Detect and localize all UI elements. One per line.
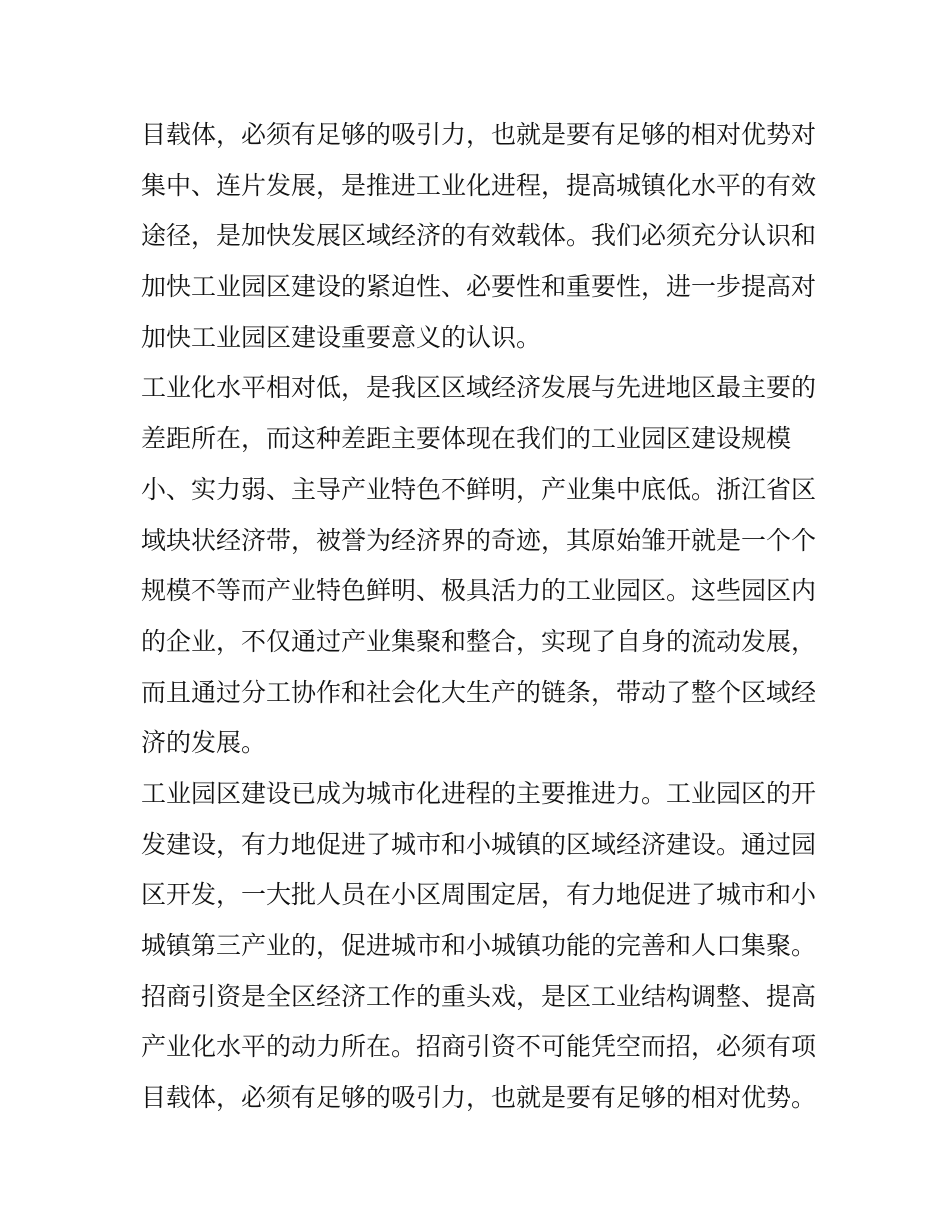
text-line: 济的发展。 <box>141 728 267 758</box>
text-line: 加快工业园区建设重要意义的认识。 <box>141 322 542 352</box>
text-line: 域块状经济带，被誉为经济界的奇迹，其原始雏开就是一个个 <box>141 525 817 555</box>
text-line: 规模不等而产业特色鲜明、极具活力的工业园区。这些园区内 <box>141 576 817 606</box>
text-line: 途径，是加快发展区域经济的有效载体。我们必须充分认识和 <box>141 221 817 251</box>
text-line: 城镇第三产业的，促进城市和小城镇功能的完善和人口集聚。 <box>141 931 817 960</box>
text-line: 招商引资是全区经济工作的重头戏，是区工业结构调整、提高 <box>141 981 817 1011</box>
text-line: 目载体，必须有足够的吸引力，也就是要有足够的相对优势对 <box>141 120 817 149</box>
text-line: 的企业，不仅通过产业集聚和整合，实现了自身的流动发展， <box>141 626 817 656</box>
text-line: 区开发，一大批人员在小区周围定居，有力地促进了城市和小 <box>141 880 817 910</box>
text-line: 目载体，必须有足够的吸引力，也就是要有足够的相对优势。 <box>141 1083 817 1113</box>
text-line: 工业园区建设已成为城市化进程的主要推进力。工业园区的开 <box>141 778 817 808</box>
text-line: 差距所在，而这种差距主要体现在我们的工业园区建设规模 <box>141 424 792 454</box>
text-line: 集中、连片发展，是推进工业化进程，提高城镇化水平的有效 <box>141 170 817 200</box>
text-line: 发建设，有力地促进了城市和小城镇的区域经济建设。通过园 <box>141 829 817 859</box>
text-line: 产业化水平的动力所在。招商引资不可能凭空而招，必须有项 <box>141 1032 817 1062</box>
text-line: 工业化水平相对低，是我区区域经济发展与先进地区最主要的 <box>141 373 817 403</box>
text-line: 加快工业园区建设的紧迫性、必要性和重要性，进一步提高对 <box>141 272 817 302</box>
text-line: 而且通过分工协作和社会化大生产的链条，带动了整个区域经 <box>141 677 817 707</box>
body-text <box>141 110 821 1124</box>
text-line: 小、实力弱、主导产业特色不鲜明，产业集中底低。浙江省区 <box>141 474 817 504</box>
